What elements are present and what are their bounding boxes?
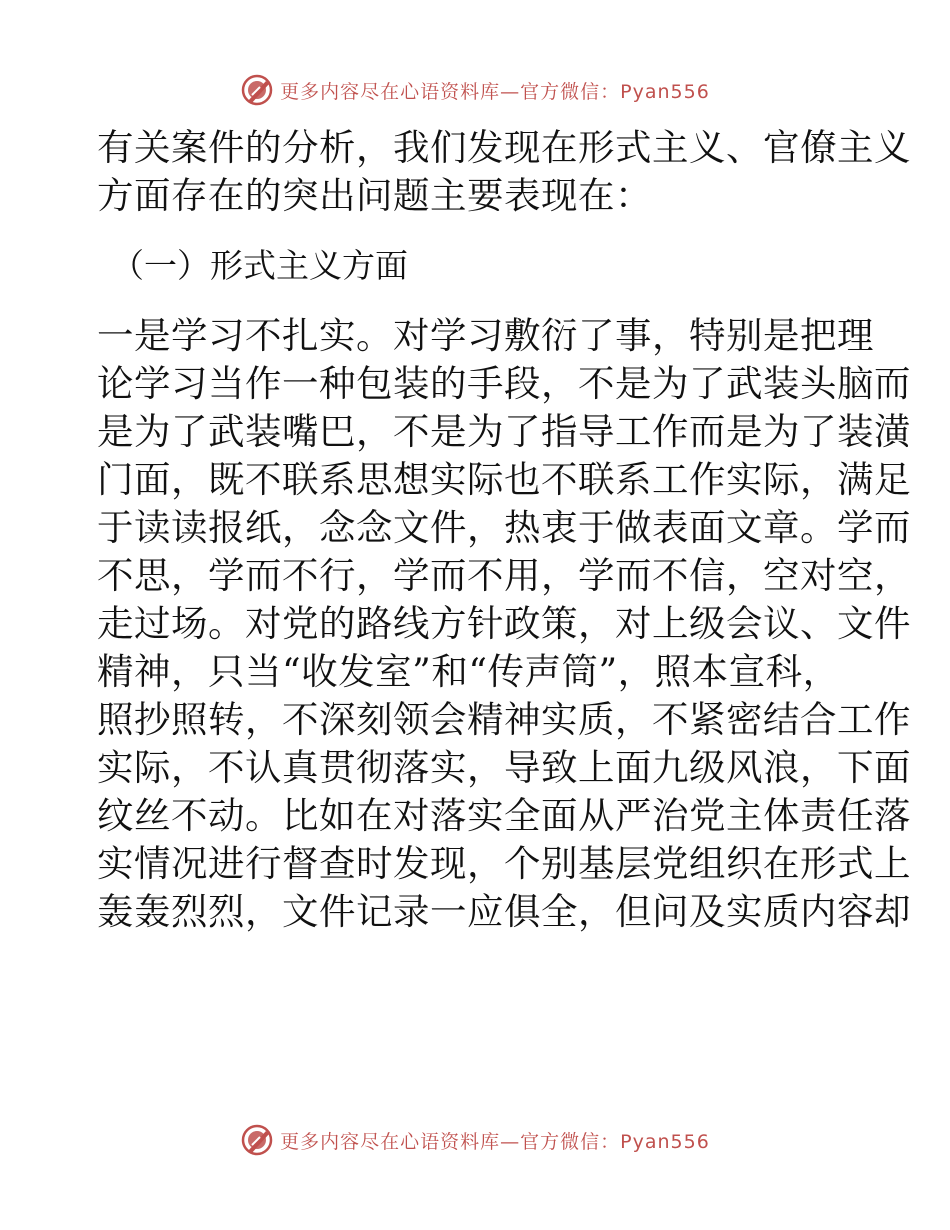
body-line: 一是学习不扎实。对学习敷衍了事，特别是把理 [97,314,874,357]
header-banner-label: 更多内容尽在心语资料库—官方微信： [280,80,621,103]
header-banner-text [280,77,710,104]
body-line: 走过场。对党的路线方针政策，对上级会议、文件 [97,602,911,645]
footer-banner-label: 更多内容尽在心语资料库—官方微信： [280,1130,621,1153]
body-line: 不思，学而不行，学而不用，学而不信，空对空， [97,554,911,597]
body-line: 照抄照转，不深刻领会精神实质，不紧密结合工作 [97,698,911,741]
section-heading: （一）形式主义方面 [111,246,408,285]
body-line: 纹丝不动。比如在对落实全面从严治党主体责任落 [97,794,911,837]
body-line: 实际，不认真贯彻落实，导致上面九级风浪，下面 [97,746,911,789]
body-line: 轰轰烈烈，文件记录一应俱全，但问及实质内容却 [97,890,911,933]
footer-banner-text [280,1127,710,1154]
body-line: 门面，既不联系思想实际也不联系工作实际，满足 [97,458,911,501]
intro-line: 方面存在的突出问题主要表现在： [97,174,652,217]
body-line: 于读读报纸，念念文件，热衷于做表面文章。学而 [97,506,911,549]
pen-logo-icon [240,1123,274,1157]
body-line: 论学习当作一种包装的手段，不是为了武装头脑而 [97,362,911,405]
body-line: 实情况进行督查时发现，个别基层党组织在形式上 [97,842,911,885]
header-wechat-id: Pyan556 [620,80,710,103]
pen-logo-icon [240,73,274,107]
body-line: 是为了武装嘴巴，不是为了指导工作而是为了装潢 [97,410,911,453]
body-line: 精神，只当“收发室”和“传声筒”，照本宣科， [97,650,840,693]
footer-banner [0,1120,950,1160]
footer-wechat-id: Pyan556 [620,1130,710,1153]
document-body [97,124,911,936]
intro-line: 有关案件的分析，我们发现在形式主义、官僚主义 [97,126,911,169]
header-banner [0,70,950,110]
